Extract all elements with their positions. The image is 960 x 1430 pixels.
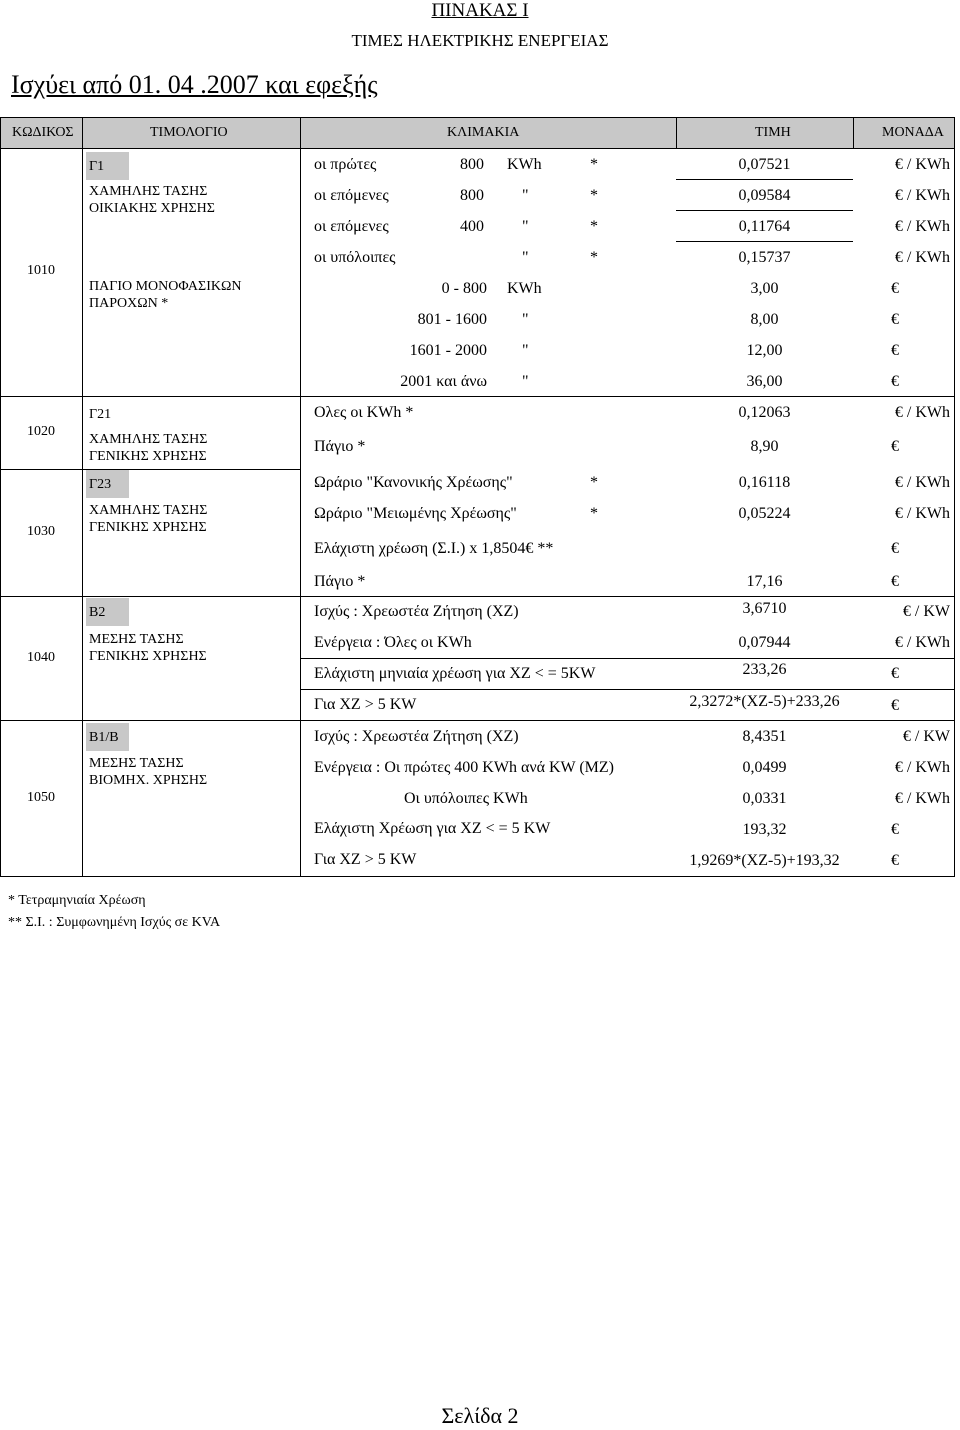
- footnote: * Τετραμηνιαία Χρέωση: [8, 893, 146, 908]
- tariff-desc: ΓΕΝΙΚΗΣ ΧΡΗΣΗΣ: [89, 449, 207, 464]
- price-unit: € / KW: [902, 728, 950, 745]
- tariff-code-g23: Γ23: [89, 477, 112, 492]
- price-value: 0,07944: [738, 634, 791, 651]
- price-value: 1,9269*(ΧΖ-5)+193,32: [689, 852, 840, 869]
- row-label: Ελάχιστη μηνιαία χρέωση για ΧΖ < = 5KW: [314, 665, 596, 682]
- price-value: 0,11764: [738, 218, 791, 235]
- price-unit: € / KWh: [894, 404, 950, 421]
- header-unit: ΜΟΝΑΔΑ: [882, 125, 944, 140]
- price-unit: € / KWh: [894, 790, 950, 807]
- price-unit: € / KWh: [894, 187, 950, 204]
- row-star: *: [590, 505, 598, 522]
- fixed-label: ΠΑΡΟΧΩΝ *: [89, 296, 169, 311]
- code-1030: 1030: [27, 524, 55, 539]
- tier-star: *: [590, 156, 598, 173]
- row-label: Ισχύς : Χρεωστέα Ζήτηση (ΧΖ): [314, 728, 519, 745]
- price-unit: €: [891, 821, 899, 838]
- tariff-code-g1: Γ1: [89, 159, 105, 174]
- price-unit: € / KWh: [894, 156, 950, 173]
- row-label: Πάγιο *: [314, 573, 366, 590]
- tier-star: *: [590, 187, 598, 204]
- price-unit: € / KWh: [894, 249, 950, 266]
- row-label: Ωράριο "Μειωμένης Χρέωσης": [314, 505, 517, 522]
- code-1050: 1050: [27, 790, 55, 805]
- price-value: 0,0499: [742, 759, 787, 776]
- price-value: 2,3272*(ΧΖ-5)+233,26: [689, 693, 840, 710]
- price-unit: €: [891, 373, 899, 390]
- price-value: 17,16: [746, 573, 783, 590]
- divider-header-price: [676, 117, 677, 149]
- price-unit: € / KWh: [894, 759, 950, 776]
- separator-1010: [0, 396, 955, 397]
- tariff-code-g21: Γ21: [89, 407, 112, 422]
- tier-label: οι υπόλοιπες: [314, 249, 396, 266]
- fixed-unit: ": [522, 342, 529, 359]
- price-line: [676, 210, 853, 211]
- row-label: Ελάχιστη χρέωση (Σ.Ι.) x 1,8504€ **: [314, 540, 554, 557]
- divider-code: [82, 117, 83, 877]
- price-value: 193,32: [742, 821, 787, 838]
- fixed-range: 2001 και άνω: [400, 373, 487, 390]
- price-unit: € / KWh: [894, 505, 950, 522]
- document-heading: ΤΙΜΕΣ ΗΛΕΚΤΡΙΚΗΣ ΕΝΕΡΓΕΙΑΣ: [351, 31, 609, 50]
- price-value: 0,15737: [738, 249, 791, 266]
- row-label: Για ΧΖ > 5 KW: [314, 851, 417, 868]
- tier-unit: ": [522, 218, 529, 235]
- tier-label: οι πρώτες: [314, 156, 377, 173]
- tier-star: *: [590, 249, 598, 266]
- header-code: ΚΩΔΙΚΟΣ: [12, 125, 74, 140]
- price-unit: €: [891, 665, 899, 682]
- price-unit: €: [891, 573, 899, 590]
- tier-qty: 800: [460, 156, 484, 173]
- price-value: 3,00: [750, 280, 779, 297]
- fixed-unit: KWh: [507, 280, 542, 297]
- price-value: 0,12063: [738, 404, 791, 421]
- fixed-unit: ": [522, 373, 529, 390]
- code-1040: 1040: [27, 650, 55, 665]
- price-unit: € / KW: [902, 603, 950, 620]
- price-value: 36,00: [746, 373, 783, 390]
- price-value: 12,00: [746, 342, 783, 359]
- row-label: Ισχύς : Χρεωστέα Ζήτηση (ΧΖ): [314, 603, 519, 620]
- tier-label: οι επόμενες: [314, 218, 389, 235]
- code-1010: 1010: [27, 263, 55, 278]
- tariff-code-b2: Β2: [89, 605, 106, 620]
- separator-1020: [0, 469, 82, 470]
- tariff-code-b1b: Β1/Β: [89, 730, 119, 745]
- tier-qty: 400: [460, 218, 484, 235]
- page-number: Σελίδα 2: [441, 1403, 519, 1428]
- price-unit: €: [891, 540, 899, 557]
- price-value: 0,09584: [738, 187, 791, 204]
- price-unit: €: [891, 342, 899, 359]
- row-label: Ενέργεια : Όλες οι KWh: [314, 634, 472, 651]
- tier-unit: ": [522, 249, 529, 266]
- row-line: [300, 689, 955, 690]
- divider-tariff: [300, 117, 301, 877]
- fixed-range: 1601 - 2000: [409, 342, 487, 359]
- price-line: [676, 179, 853, 180]
- fixed-label: ΠΑΓΙΟ ΜΟΝΟΦΑΣΙΚΩΝ: [89, 279, 242, 294]
- header-tiers: ΚΛΙΜΑΚΙΑ: [447, 125, 520, 140]
- row-label: Ελάχιστη Χρέωση για ΧΖ < = 5 KW: [314, 820, 551, 837]
- separator-1040: [0, 720, 955, 721]
- price-value: 8,4351: [742, 728, 787, 745]
- row-label: Ενέργεια : Οι πρώτες 400 KWh ανά KW (MZ): [314, 759, 614, 776]
- tariff-desc: ΧΑΜΗΛΗΣ ΤΑΣΗΣ: [89, 432, 208, 447]
- row-label: Για ΧΖ > 5 KW: [314, 696, 417, 713]
- price-value: 8,90: [750, 438, 779, 455]
- price-value: 233,26: [742, 661, 787, 678]
- separator-1030: [0, 596, 955, 597]
- row-label: Ωράριο "Κανονικής Χρέωσης": [314, 474, 513, 491]
- tier-star: *: [590, 218, 598, 235]
- price-value: 0,0331: [742, 790, 787, 807]
- price-unit: €: [891, 311, 899, 328]
- header-price: ΤΙΜΗ: [755, 125, 791, 140]
- tariff-desc: ΧΑΜΗΛΗΣ ΤΑΣΗΣ: [89, 503, 208, 518]
- price-unit: €: [891, 438, 899, 455]
- price-unit: €: [891, 280, 899, 297]
- tariff-desc: ΜΕΣΗΣ ΤΑΣΗΣ: [89, 756, 184, 771]
- row-line: [300, 658, 955, 659]
- tariff-desc: ΧΑΜΗΛΗΣ ΤΑΣΗΣ: [89, 184, 208, 199]
- price-value: 0,05224: [738, 505, 791, 522]
- fixed-range: 0 - 800: [441, 280, 487, 297]
- validity-date: Ισχύει από 01. 04 .2007 και εφεξής: [11, 70, 378, 99]
- row-label: Ολες οι KWh *: [314, 404, 414, 421]
- price-unit: € / KWh: [894, 218, 950, 235]
- fixed-unit: ": [522, 311, 529, 328]
- price-value: 3,6710: [742, 600, 787, 617]
- fixed-range: 801 - 1600: [417, 311, 487, 328]
- price-value: 0,16118: [738, 474, 791, 491]
- tariff-desc: ΜΕΣΗΣ ΤΑΣΗΣ: [89, 632, 184, 647]
- tier-label: οι επόμενες: [314, 187, 389, 204]
- row-label: Οι υπόλοιπες KWh: [404, 790, 528, 807]
- divider-header-unit: [853, 117, 854, 149]
- price-value: 8,00: [750, 311, 779, 328]
- tier-unit: ": [522, 187, 529, 204]
- price-value: 0,07521: [738, 156, 791, 173]
- tariff-desc: ΒΙΟΜΗΧ. ΧΡΗΣΗΣ: [89, 773, 208, 788]
- tier-unit: KWh: [507, 156, 542, 173]
- price-line: [676, 241, 853, 242]
- header-tariff: ΤΙΜΟΛΟΓΙΟ: [150, 125, 228, 140]
- price-unit: €: [891, 697, 899, 714]
- price-unit: € / KWh: [894, 474, 950, 491]
- row-star: *: [590, 474, 598, 491]
- row-label: Πάγιο *: [314, 438, 366, 455]
- code-1020: 1020: [27, 424, 55, 439]
- price-unit: € / KWh: [894, 634, 950, 651]
- tariff-desc: ΟΙΚΙΑΚΗΣ ΧΡΗΣΗΣ: [89, 201, 215, 216]
- tariff-desc: ΓΕΝΙΚΗΣ ΧΡΗΣΗΣ: [89, 520, 207, 535]
- tariff-desc: ΓΕΝΙΚΗΣ ΧΡΗΣΗΣ: [89, 649, 207, 664]
- price-unit: €: [891, 852, 899, 869]
- footnote: ** Σ.Ι. : Συμφωνημένη Ισχύς σε KVA: [8, 915, 221, 930]
- document-title: ΠΙΝΑΚΑΣ Ι: [431, 0, 529, 21]
- tier-qty: 800: [460, 187, 484, 204]
